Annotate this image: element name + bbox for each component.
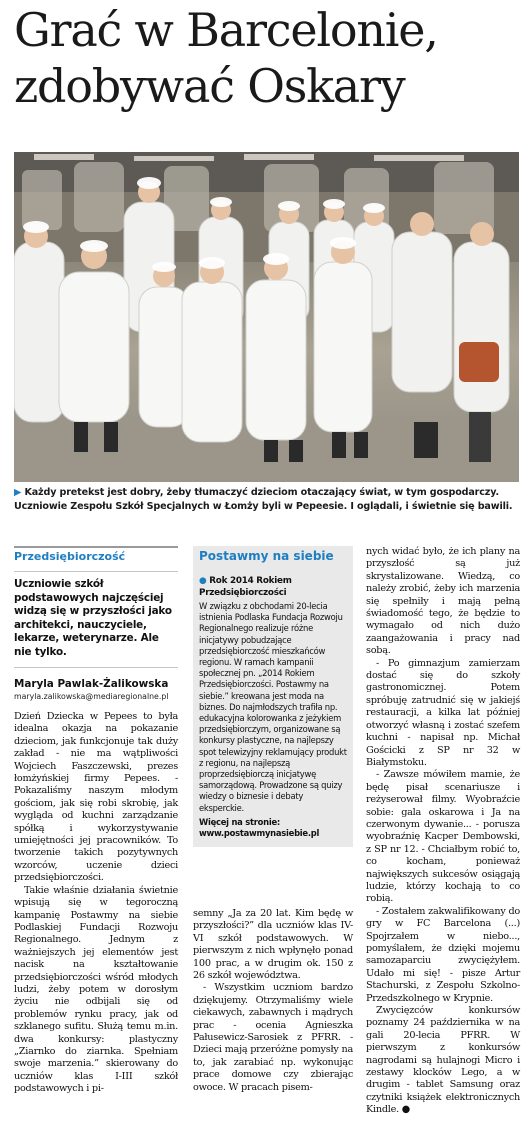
column-1: [14, 546, 178, 1096]
paragraph-text: Zwycięzców konkursów poznamy 24 października w na gali 20-lecia PFRR. W pierwszym z konkursów nagrodami są hulajnogi Micro i zestawy klocków Lego, a w drugim - tablet Samsung oraz czytniki książek elektronicznych Kindle.: [366, 1005, 520, 1116]
paragraph: Dzień Dziecka w Pepees to była idealna okazja na pokazanie dzieciom, jak funkcjonuje tak duży zakład - nie ma wątpliwości Wojciech Faszczewski, prezes łomżyńskiej firmy Pepees. - Pokazaliśmy naszym młodym gościom, jak się robi skrobię, jak wygląda od kuchni zarządzanie spółką i wykorzystywanie umiejętności jej pracowników. To tworzenie takich pozytywnych wzorców, uczenie dzieci przedsiębiorczości.: [14, 711, 178, 884]
box-subtitle-text: Rok 2014 Rokiem Przedsiębiorczości: [199, 576, 292, 598]
headline-line-1: Grać w Barcelonie,: [14, 3, 438, 57]
section-label: Przedsiębiorczość: [14, 546, 178, 567]
paragraph: - Zostałem zakwalifikowany do gry w FC Barcelona (...) Spojrzałem w niebo..., pomyślałem, że dzięki mojemu samozaparciu zwyciężyłem. Udało mi się! - pisze Artur Stachurski, z Zespołu Szkolno-Przedszkolnego w Krypnie.: [366, 905, 520, 1004]
divider: [14, 667, 178, 668]
article-body: [366, 546, 520, 1117]
headline-line-2: zdobywać Oskary: [14, 59, 405, 113]
article-body: [193, 908, 353, 1094]
box-title: Postawmy na siebie: [193, 546, 353, 568]
photo-group-image: [14, 152, 519, 482]
lead-text: Uczniowie szkół podstawowych najczęściej widzą się w przyszłości jako architekci, nauczyciele, lekarze, weterynarze. Ale nie tylko.: [14, 578, 172, 658]
paragraph: - Zawsze mówiłem mamie, że będę pisał scenariusze i reżyserował filmy. Wyobraźcie sobie: gala oskarowa i Ja na czerwonym dywanie... - porusza wyobraźnię Kacper Dembowski, z SP nr 12. - Chciałbym robić to, co kocham, ponieważ największych sukcesów osiągają ludzie, którzy kochają to co robią.: [366, 769, 520, 905]
author-name: Maryla Pawlak-Żalikowska: [14, 678, 169, 690]
info-box: [193, 568, 353, 847]
divider: [14, 571, 178, 572]
group-photo: [14, 152, 519, 482]
paragraph: semny „Ja za 20 lat. Kim będę w przyszłości?” dla uczniów klas IV-VI szkół podstawowych. W pierwszym z nich wpłynęło ponad 100 prac, a w drugim ok. 150 z 26 szkół województwa.: [193, 908, 353, 982]
column-2: [193, 546, 353, 847]
column-2-continued: [193, 908, 353, 1094]
author-email: maryla.zalikowska@mediaregionalne.pl: [14, 692, 169, 701]
bullet-icon: ●: [199, 576, 207, 586]
paragraph: nych widać było, że ich plany na przyszłość są już skrystalizowane. Wiedzą, co należy zrobić, żeby ich marzenia się spełniły i mają pełną świadomość tego, że będzie to wymagało od nich dużo zaangażowania i pracy nad sobą.: [366, 546, 520, 657]
paragraph: - Wszystkim uczniom bardzo dziękujemy. Otrzymaliśmy wiele ciekawych, zabawnych i mądrych prac - ocenia Agnieszka Pałusewicz-Sarosiek z PFRR. - Dzieci mają przeróżne pomysły na to, jak zarabiać np. wykonując prace domowe czy zbierając owoce. W pracach pisem-: [193, 982, 353, 1093]
paragraph: Takie właśnie działania świetnie wpisują się w tegoroczną kampanię Postawmy na siebie Podlaskiej Fundacji Rozwoju Regionalnego. Jednym z ważniejszych jej elementów jest nacisk na kształtowanie przedsiębiorczości wśród młodych ludzi, żeby potem w dorosłym życiu nie odbijali się od problemów rynku pracy, jak od szklanego sufitu. Służą temu m.in. dwa konkursy: plastyczny „Ziarnko do ziarnka. Spełniam swoje marzenia.” skierowany do uczniów klas I-III szkół podstawowych i pi-: [14, 884, 178, 1095]
box-more-label: Więcej na stronie:: [199, 816, 280, 827]
caption-text: Każdy pretekst jest dobry, żeby tłumaczyć dzieciom otaczający świat, w tym gospodarczy. Uczniowie Zespołu Szkół Specjalnych w Łomży byli w Pepeesie. I oglądali, i świetnie się bawili.: [14, 487, 513, 512]
paragraph: [366, 1005, 520, 1117]
end-mark-icon: ●: [401, 1104, 410, 1116]
headline: [14, 2, 519, 114]
column-3: [366, 546, 520, 1117]
box-subtitle: [199, 576, 347, 599]
paragraph: - Po gimnazjum zamierzam dostać się do szkoły gastronomicznej. Potem spróbuję zatrudnić się w jakiejś restauracji, a kilka lat później otworzyć własną i zostać szefem kuchni - napisał np. Michał Gościcki z SP nr 32 w Białymstoku.: [366, 657, 520, 768]
article-body: [14, 711, 178, 1096]
photo-caption: [14, 486, 519, 514]
box-link[interactable]: www.postawmynasiebie.pl: [199, 828, 320, 839]
caption-marker-icon: ▶: [14, 487, 22, 498]
box-text: W związku z obchodami 20-lecia istnienia Podlaska Fundacja Rozwoju Regionalnego realizuje różne inicjatywy pobudzające przedsiębiorczość mieszkańców regionu. W ramach kampanii społecznej pn. „2014 Rokiem Przedsiębiorczości. Postawmy na siebie.” kreowana jest moda na biznes. Do najmłodszych trafiła np. edukacyjna kolorowanka z jeżykiem przedsiębiorczym, organizowane są konkursy plastyczne, na najlepszy spot telewizyjny reklamujący produkt z regionu, na najlepszą proprzedsiębiorczą inicjatywę samorządową. Prowadzone są quizy wiedzy o biznesie i debaty eksperckie.: [199, 601, 347, 813]
